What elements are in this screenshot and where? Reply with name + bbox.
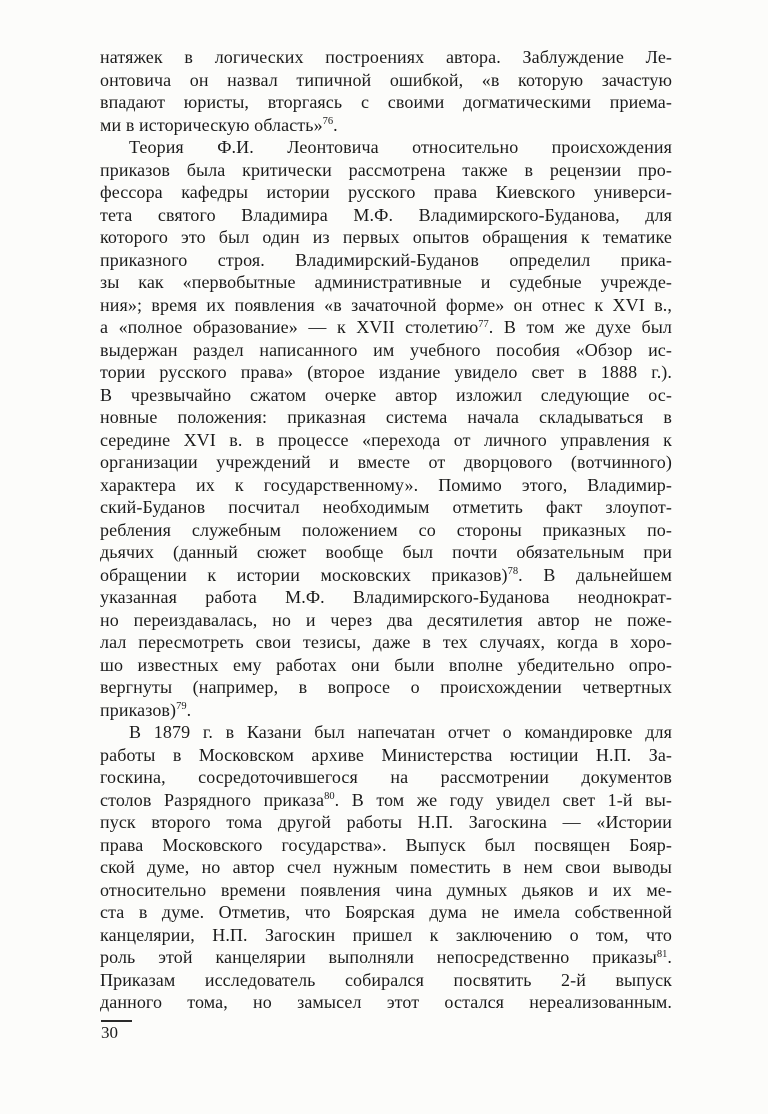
- footnote-ref: 80: [324, 791, 335, 802]
- text-line: ской думе, но автор счел нужным поместить в нем свои выводы: [100, 857, 672, 877]
- footnote-ref: 81: [656, 948, 668, 960]
- text-line: приказного строя. Владимирский-Буданов определил прика-: [100, 249, 672, 270]
- text-line: роль этой канцелярии выполняли непосредственно приказы$^{81}$.: [100, 947, 672, 967]
- text-line: обращении к истории московских приказов)$^{78}$. В дальнейшем: [100, 564, 672, 585]
- text-line: середине XVI в. в процессе «перехода от личного управления к: [100, 429, 672, 450]
- text-line: выдержан раздел написанного им учебного пособия «Обзор ис-: [100, 339, 672, 360]
- body-text: [100, 46, 672, 1014]
- text-line: новные положения: приказная система начала складываться в: [100, 407, 672, 427]
- text-line: канцелярии, Н.П. Загоскин пришел к заключению о том, что: [100, 924, 672, 945]
- text-line: приказов была критически рассмотрена также в рецензии про-: [100, 159, 672, 180]
- text-line: Приказам исследователь собирался посвятить 2-й выпуск: [100, 969, 672, 990]
- text-line: ребления служебным положением со стороны приказных по-: [100, 519, 672, 540]
- text-line: впадают юристы, вторгаясь с своими догматическими приема-: [100, 92, 672, 112]
- text-line: которого это был один из первых опытов обращения к тематике: [100, 227, 672, 247]
- text-line: характера их к государственному». Помимо этого, Владимир-: [100, 474, 672, 495]
- text-line: зы как «первобытные административные и судебные учрежде-: [100, 272, 672, 292]
- text-line: Теория Ф.И. Леонтовича относительно происхождения: [129, 137, 672, 157]
- text-line: работы в Московском архиве Министерства юстиции Н.П. За-: [100, 744, 672, 765]
- text-line: ния»; время их появления «в зачаточной форме» он отнес к XVI в.,: [100, 294, 672, 315]
- text-line: пуск второго тома другой работы Н.П. Загоскина — «Истории: [100, 812, 672, 832]
- text-line: тории русского права» (второе издание увидело свет в 1888 г.).: [100, 362, 672, 382]
- text-line: В чрезвычайно сжатом очерке автор изложил следующие ос-: [100, 384, 672, 405]
- footer-rule: [101, 1020, 132, 1022]
- text-line: вергнуты (например, в вопросе о происхождении четвертных: [100, 677, 672, 697]
- text-line: но переиздавалась, но и через два десятилетия автор не поже-: [100, 609, 672, 630]
- text-line: лал пересмотреть свои тезисы, даже в тех случаях, когда в хоро-: [100, 632, 672, 652]
- page-number: 30: [101, 1023, 118, 1042]
- text-line: приказов)$^{79}$.: [100, 699, 192, 720]
- text-line: ста в думе. Отметив, что Боярская дума не имела собственной: [100, 902, 672, 922]
- text-line: натяжек в логических построениях автора. Заблуждение Ле-: [100, 47, 672, 67]
- text-line: шо известных ему работах они были вполне убедительно опро-: [100, 654, 672, 675]
- text-line: фессора кафедры истории русского права Киевского универси-: [100, 182, 672, 202]
- text-line: относительно времени появления чина думных дьяков и их ме-: [100, 879, 672, 900]
- footnote-ref: 77: [478, 318, 489, 330]
- footnote-ref: 78: [507, 566, 519, 577]
- text-line: организации учреждений и вместе от дворцового (вотчинного): [100, 452, 672, 472]
- footnote-ref: 76: [322, 116, 334, 127]
- text-line: а «полное образование» — к XVII столетию$^{77}$. В том же духе был: [100, 317, 672, 337]
- text-line: В 1879 г. в Казани был напечатан отчет о командировке для: [129, 722, 672, 742]
- text-line: столов Разрядного приказа$^{80}$. В том же году увидел свет 1-й вы-: [100, 789, 672, 810]
- text-line: ский-Буданов посчитал необходимым отметить факт злоупот-: [100, 497, 672, 517]
- text-line: указанная работа М.Ф. Владимирского-Буданова неоднократ-: [100, 587, 672, 607]
- text-line: данного тома, но замысел этот остался нереализованным.: [100, 992, 672, 1012]
- text-line: права Московского государства». Выпуск был посвящен Бояр-: [100, 834, 672, 855]
- text-line: тета святого Владимира М.Ф. Владимирского-Буданова, для: [100, 204, 672, 225]
- text-line: онтовича он назвал типичной ошибкой, «в которую зачастую: [100, 69, 672, 90]
- text-line: дьячих (данный сюжет вообще был почти обязательным при: [100, 542, 672, 562]
- text-line: ми в историческую область»$^{76}$.: [100, 114, 338, 135]
- footnote-ref: 79: [176, 701, 187, 712]
- page-footer: [101, 1020, 132, 1042]
- text-line: госкина, сосредоточившегося на рассмотрении документов: [100, 767, 672, 787]
